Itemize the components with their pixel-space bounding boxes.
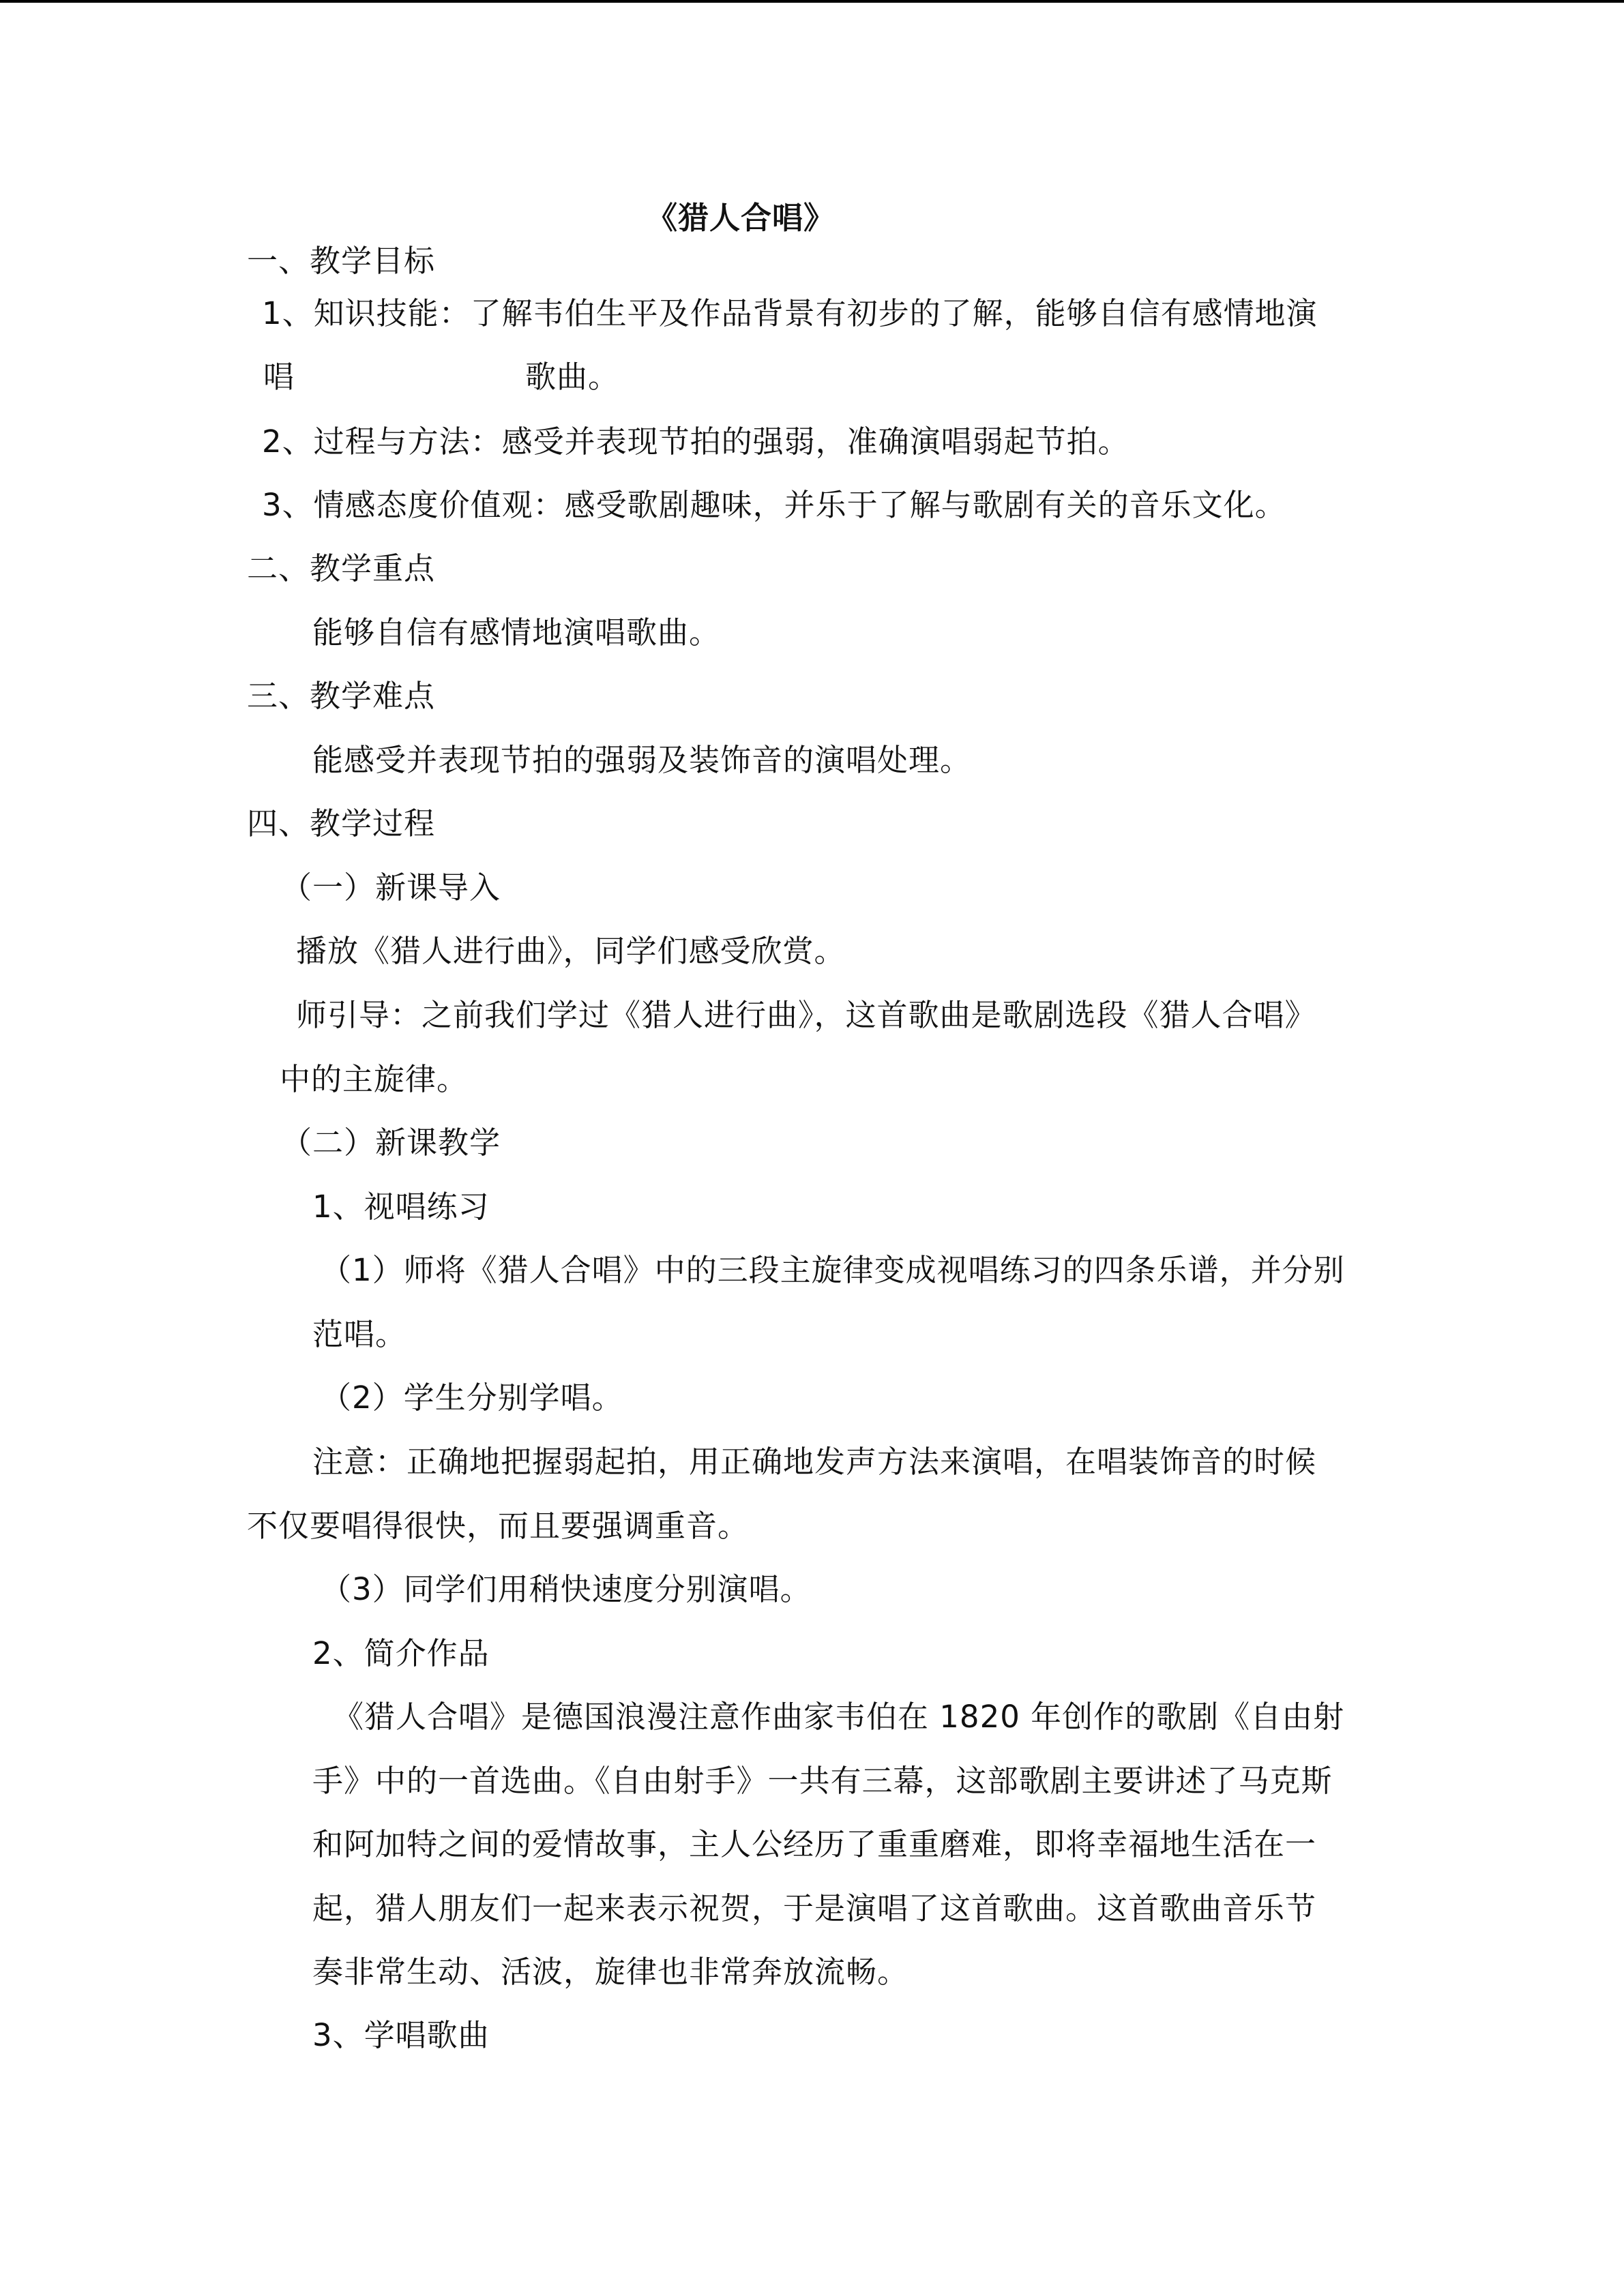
list-item-heading: 1、视唱练习 [312, 1189, 490, 1225]
section-heading-process: 四、教学过程 [247, 805, 436, 841]
list-item-heading: 2、简介作品 [312, 1635, 490, 1671]
paragraph-line: 手》中的一首选曲。《自由射手》一共有三幕，这部歌剧主要讲述了马克斯 [312, 1763, 1333, 1799]
paragraph-line: 奏非常生动、活波，旋律也非常奔放流畅。 [312, 1954, 909, 1990]
section-heading-difficulties: 三、教学难点 [247, 678, 436, 714]
paragraph-line: （2）学生分别学唱。 [321, 1380, 623, 1416]
paragraph-line: 3、情感态度价值观：感受歌剧趣味，并乐于了解与歌剧有关的音乐文化。 [262, 487, 1286, 523]
paragraph-line: 《猎人合唱》是德国浪漫注意作曲家韦伯在 1820 年创作的歌剧《自由射 [333, 1699, 1345, 1735]
subsection-heading: （一）新课导入 [281, 869, 501, 906]
paragraph-line: 1、知识技能：了解韦伯生平及作品背景有初步的了解，能够自信有感情地演 [262, 295, 1318, 331]
paragraph-line: 唱 [263, 359, 295, 395]
paragraph-line: 能够自信有感情地演唱歌曲。 [312, 614, 721, 651]
paragraph-line: 中的主旋律。 [280, 1061, 469, 1097]
section-heading-objectives: 一、教学目标 [247, 243, 436, 279]
paragraph-line: 范唱。 [312, 1316, 407, 1352]
paragraph-line: 注意：正确地把握弱起拍，用正确地发声方法来演唱，在唱装饰音的时候 [312, 1444, 1317, 1480]
paragraph-line: 不仅要唱得很快，而且要强调重音。 [247, 1508, 750, 1544]
document-title: 《猎人合唱》 [647, 200, 836, 236]
subsection-heading: （二）新课教学 [281, 1124, 501, 1161]
paragraph-line: 起，猎人朋友们一起来表示祝贺，于是演唱了这首歌曲。这首歌曲音乐节 [312, 1890, 1317, 1926]
paragraph-line: 播放《猎人进行曲》，同学们感受欣赏。 [296, 933, 846, 969]
paragraph-line: 和阿加特之间的爱情故事，主人公经历了重重磨难，即将幸福地生活在一 [312, 1826, 1317, 1862]
list-item-heading: 3、学唱歌曲 [312, 2017, 490, 2053]
paragraph-line: 能感受并表现节拍的强弱及装饰音的演唱处理。 [312, 742, 972, 778]
paragraph-line: （3）同学们用稍快速度分别演唱。 [321, 1571, 812, 1607]
paragraph-line: 歌曲。 [525, 359, 620, 395]
paragraph-line: （1）师将《猎人合唱》中的三段主旋律变成视唱练习的四条乐谱，并分别 [321, 1252, 1345, 1288]
page-top-border [0, 0, 1624, 3]
section-heading-key-points: 二、教学重点 [247, 550, 436, 586]
paragraph-line: 师引导：之前我们学过《猎人进行曲》，这首歌曲是歌剧选段《猎人合唱》 [296, 997, 1316, 1033]
paragraph-line: 2、过程与方法：感受并表现节拍的强弱，准确演唱弱起节拍。 [262, 423, 1130, 460]
